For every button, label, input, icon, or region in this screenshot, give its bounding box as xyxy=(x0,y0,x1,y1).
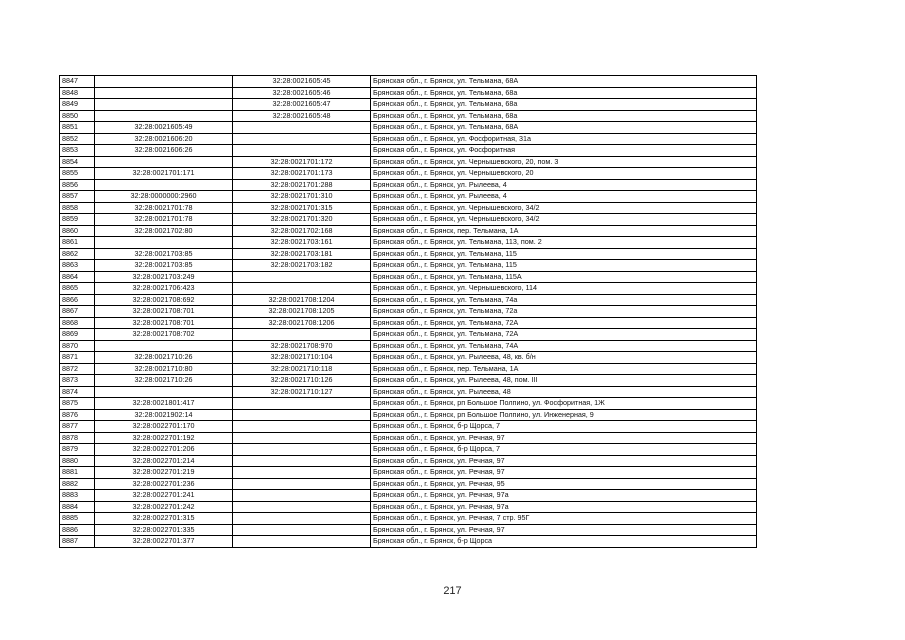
table-row xyxy=(60,225,757,237)
address-cell: Брянская обл., г. Брянск, ул. Рылеева, 48, кв. б/н xyxy=(371,352,757,364)
new-cadastral-number-cell: 32:28:0021701:172 xyxy=(233,156,371,168)
new-cadastral-number-cell xyxy=(233,501,371,513)
new-cadastral-number-cell xyxy=(233,478,371,490)
old-cadastral-number-cell: 32:28:0022701:219 xyxy=(95,467,233,479)
table-row xyxy=(60,478,757,490)
row-number-cell: 8851 xyxy=(60,122,95,134)
new-cadastral-number-cell: 32:28:0021710:126 xyxy=(233,375,371,387)
table-row xyxy=(60,168,757,180)
address-cell: Брянская обл., г. Брянск, ул. Фосфоритная, 31а xyxy=(371,133,757,145)
new-cadastral-number-cell: 32:28:0021605:47 xyxy=(233,99,371,111)
row-number-cell: 8866 xyxy=(60,294,95,306)
table-row xyxy=(60,386,757,398)
table-row xyxy=(60,524,757,536)
registry-table-body xyxy=(60,76,757,548)
new-cadastral-number-cell xyxy=(233,409,371,421)
address-cell: Брянская обл., г. Брянск, пер. Тельмана, 1А xyxy=(371,363,757,375)
old-cadastral-number-cell: 32:28:0021801:417 xyxy=(95,398,233,410)
new-cadastral-number-cell xyxy=(233,421,371,433)
old-cadastral-number-cell: 32:28:0022701:377 xyxy=(95,536,233,548)
table-row xyxy=(60,513,757,525)
address-cell: Брянская обл., г. Брянск, ул. Речная, 95 xyxy=(371,478,757,490)
old-cadastral-number-cell xyxy=(95,87,233,99)
row-number-cell: 8858 xyxy=(60,202,95,214)
old-cadastral-number-cell xyxy=(95,110,233,122)
table-row xyxy=(60,501,757,513)
row-number-cell: 8860 xyxy=(60,225,95,237)
row-number-cell: 8883 xyxy=(60,490,95,502)
row-number-cell: 8884 xyxy=(60,501,95,513)
address-cell: Брянская обл., г. Брянск, б-р Щорса xyxy=(371,536,757,548)
old-cadastral-number-cell: 32:28:0021710:26 xyxy=(95,375,233,387)
address-cell: Брянская обл., г. Брянск, ул. Рылеева, 4 xyxy=(371,179,757,191)
table-row xyxy=(60,329,757,341)
old-cadastral-number-cell: 32:28:0022701:192 xyxy=(95,432,233,444)
table-row xyxy=(60,283,757,295)
new-cadastral-number-cell xyxy=(233,490,371,502)
old-cadastral-number-cell: 32:28:0021902:14 xyxy=(95,409,233,421)
table-row xyxy=(60,306,757,318)
new-cadastral-number-cell: 32:28:0021701:315 xyxy=(233,202,371,214)
new-cadastral-number-cell xyxy=(233,513,371,525)
row-number-cell: 8859 xyxy=(60,214,95,226)
new-cadastral-number-cell: 32:28:0021605:46 xyxy=(233,87,371,99)
table-row xyxy=(60,133,757,145)
row-number-cell: 8862 xyxy=(60,248,95,260)
page-number: 217 xyxy=(443,585,462,597)
row-number-cell: 8868 xyxy=(60,317,95,329)
row-number-cell: 8849 xyxy=(60,99,95,111)
old-cadastral-number-cell: 32:28:0021701:78 xyxy=(95,214,233,226)
address-cell: Брянская обл., г. Брянск, ул. Речная, 97а xyxy=(371,490,757,502)
address-cell: Брянская обл., г. Брянск, пер. Тельмана, 1А xyxy=(371,225,757,237)
address-cell: Брянская обл., г. Брянск, рп Большое Полпино, ул. Фосфоритная, 1Ж xyxy=(371,398,757,410)
address-cell: Брянская обл., г. Брянск, ул. Рылеева, 48, пом. III xyxy=(371,375,757,387)
old-cadastral-number-cell: 32:28:0021708:701 xyxy=(95,317,233,329)
address-cell: Брянская обл., г. Брянск, ул. Тельмана, 68А xyxy=(371,122,757,134)
old-cadastral-number-cell: 32:28:0021606:26 xyxy=(95,145,233,157)
table-row xyxy=(60,421,757,433)
address-cell: Брянская обл., г. Брянск, ул. Речная, 97 xyxy=(371,432,757,444)
new-cadastral-number-cell xyxy=(233,133,371,145)
table-row xyxy=(60,76,757,88)
row-number-cell: 8880 xyxy=(60,455,95,467)
table-row xyxy=(60,363,757,375)
row-number-cell: 8861 xyxy=(60,237,95,249)
row-number-cell: 8874 xyxy=(60,386,95,398)
old-cadastral-number-cell: 32:28:0022701:242 xyxy=(95,501,233,513)
old-cadastral-number-cell: 32:28:0021710:80 xyxy=(95,363,233,375)
row-number-cell: 8879 xyxy=(60,444,95,456)
new-cadastral-number-cell: 32:28:0021605:48 xyxy=(233,110,371,122)
new-cadastral-number-cell: 32:28:0021703:182 xyxy=(233,260,371,272)
row-number-cell: 8863 xyxy=(60,260,95,272)
table-row xyxy=(60,260,757,272)
address-cell: Брянская обл., г. Брянск, ул. Тельмана, 115А xyxy=(371,271,757,283)
new-cadastral-number-cell xyxy=(233,524,371,536)
new-cadastral-number-cell xyxy=(233,444,371,456)
row-number-cell: 8885 xyxy=(60,513,95,525)
table-row xyxy=(60,432,757,444)
old-cadastral-number-cell: 32:28:0000000:2960 xyxy=(95,191,233,203)
old-cadastral-number-cell: 32:28:0022701:236 xyxy=(95,478,233,490)
table-row xyxy=(60,352,757,364)
row-number-cell: 8870 xyxy=(60,340,95,352)
new-cadastral-number-cell: 32:28:0021701:173 xyxy=(233,168,371,180)
table-row xyxy=(60,237,757,249)
old-cadastral-number-cell xyxy=(95,156,233,168)
new-cadastral-number-cell: 32:28:0021605:45 xyxy=(233,76,371,88)
new-cadastral-number-cell xyxy=(233,536,371,548)
new-cadastral-number-cell xyxy=(233,432,371,444)
old-cadastral-number-cell: 32:28:0022701:214 xyxy=(95,455,233,467)
new-cadastral-number-cell xyxy=(233,271,371,283)
old-cadastral-number-cell: 32:28:0021605:49 xyxy=(95,122,233,134)
old-cadastral-number-cell: 32:28:0021708:692 xyxy=(95,294,233,306)
table-row xyxy=(60,409,757,421)
address-cell: Брянская обл., г. Брянск, ул. Чернышевского, 34/2 xyxy=(371,214,757,226)
address-cell: Брянская обл., г. Брянск, ул. Тельмана, 74а xyxy=(371,294,757,306)
address-cell: Брянская обл., г. Брянск, ул. Речная, 97а xyxy=(371,501,757,513)
row-number-cell: 8887 xyxy=(60,536,95,548)
table-row xyxy=(60,202,757,214)
table-row xyxy=(60,490,757,502)
old-cadastral-number-cell xyxy=(95,237,233,249)
row-number-cell: 8871 xyxy=(60,352,95,364)
old-cadastral-number-cell: 32:28:0021703:85 xyxy=(95,248,233,260)
row-number-cell: 8856 xyxy=(60,179,95,191)
table-row xyxy=(60,145,757,157)
new-cadastral-number-cell: 32:28:0021708:1206 xyxy=(233,317,371,329)
address-cell: Брянская обл., г. Брянск, ул. Тельмана, 113, пом. 2 xyxy=(371,237,757,249)
row-number-cell: 8873 xyxy=(60,375,95,387)
old-cadastral-number-cell: 32:28:0021706:423 xyxy=(95,283,233,295)
new-cadastral-number-cell: 32:28:0021701:288 xyxy=(233,179,371,191)
new-cadastral-number-cell xyxy=(233,122,371,134)
address-cell: Брянская обл., г. Брянск, ул. Тельмана, 74А xyxy=(371,340,757,352)
row-number-cell: 8850 xyxy=(60,110,95,122)
address-cell: Брянская обл., г. Брянск, рп Большое Полпино, ул. Инженерная, 9 xyxy=(371,409,757,421)
old-cadastral-number-cell: 32:28:0021703:85 xyxy=(95,260,233,272)
address-cell: Брянская обл., г. Брянск, ул. Тельмана, 115 xyxy=(371,260,757,272)
new-cadastral-number-cell xyxy=(233,398,371,410)
address-cell: Брянская обл., г. Брянск, ул. Тельмана, 68а xyxy=(371,110,757,122)
address-cell: Брянская обл., г. Брянск, ул. Тельмана, 72А xyxy=(371,329,757,341)
row-number-cell: 8864 xyxy=(60,271,95,283)
row-number-cell: 8852 xyxy=(60,133,95,145)
address-cell: Брянская обл., г. Брянск, ул. Фосфоритная xyxy=(371,145,757,157)
address-cell: Брянская обл., г. Брянск, ул. Речная, 97 xyxy=(371,524,757,536)
row-number-cell: 8867 xyxy=(60,306,95,318)
table-row xyxy=(60,248,757,260)
row-number-cell: 8855 xyxy=(60,168,95,180)
table-row xyxy=(60,398,757,410)
row-number-cell: 8853 xyxy=(60,145,95,157)
table-row xyxy=(60,191,757,203)
table-row xyxy=(60,536,757,548)
new-cadastral-number-cell: 32:28:0021703:161 xyxy=(233,237,371,249)
table-row xyxy=(60,455,757,467)
address-cell: Брянская обл., г. Брянск, ул. Тельмана, 68а xyxy=(371,87,757,99)
row-number-cell: 8869 xyxy=(60,329,95,341)
address-cell: Брянская обл., г. Брянск, ул. Тельмана, 68А xyxy=(371,76,757,88)
table-row xyxy=(60,179,757,191)
row-number-cell: 8877 xyxy=(60,421,95,433)
row-number-cell: 8886 xyxy=(60,524,95,536)
new-cadastral-number-cell xyxy=(233,283,371,295)
old-cadastral-number-cell xyxy=(95,99,233,111)
new-cadastral-number-cell: 32:28:0021703:181 xyxy=(233,248,371,260)
old-cadastral-number-cell: 32:28:0021703:249 xyxy=(95,271,233,283)
old-cadastral-number-cell: 32:28:0021708:702 xyxy=(95,329,233,341)
new-cadastral-number-cell: 32:28:0021701:320 xyxy=(233,214,371,226)
cadastral-registry-table xyxy=(59,75,757,548)
new-cadastral-number-cell: 32:28:0021701:310 xyxy=(233,191,371,203)
old-cadastral-number-cell: 32:28:0021702:80 xyxy=(95,225,233,237)
table-row xyxy=(60,110,757,122)
address-cell: Брянская обл., г. Брянск, ул. Рылеева, 48 xyxy=(371,386,757,398)
row-number-cell: 8875 xyxy=(60,398,95,410)
old-cadastral-number-cell: 32:28:0022701:170 xyxy=(95,421,233,433)
address-cell: Брянская обл., г. Брянск, ул. Тельмана, 115 xyxy=(371,248,757,260)
new-cadastral-number-cell: 32:28:0021708:970 xyxy=(233,340,371,352)
address-cell: Брянская обл., г. Брянск, ул. Тельмана, 68а xyxy=(371,99,757,111)
old-cadastral-number-cell xyxy=(95,179,233,191)
address-cell: Брянская обл., г. Брянск, ул. Чернышевского, 114 xyxy=(371,283,757,295)
table-row xyxy=(60,271,757,283)
row-number-cell: 8872 xyxy=(60,363,95,375)
new-cadastral-number-cell: 32:28:0021710:127 xyxy=(233,386,371,398)
old-cadastral-number-cell xyxy=(95,340,233,352)
address-cell: Брянская обл., г. Брянск, ул. Речная, 7 стр. 95Г xyxy=(371,513,757,525)
new-cadastral-number-cell: 32:28:0021708:1205 xyxy=(233,306,371,318)
new-cadastral-number-cell xyxy=(233,145,371,157)
address-cell: Брянская обл., г. Брянск, ул. Чернышевского, 34/2 xyxy=(371,202,757,214)
table-row xyxy=(60,317,757,329)
row-number-cell: 8878 xyxy=(60,432,95,444)
old-cadastral-number-cell: 32:28:0022701:335 xyxy=(95,524,233,536)
table-row xyxy=(60,294,757,306)
table-row xyxy=(60,122,757,134)
old-cadastral-number-cell: 32:28:0021710:26 xyxy=(95,352,233,364)
table-row xyxy=(60,87,757,99)
new-cadastral-number-cell: 32:28:0021702:168 xyxy=(233,225,371,237)
address-cell: Брянская обл., г. Брянск, ул. Тельмана, 72а xyxy=(371,306,757,318)
table-row xyxy=(60,99,757,111)
address-cell: Брянская обл., г. Брянск, б-р Щорса, 7 xyxy=(371,421,757,433)
row-number-cell: 8881 xyxy=(60,467,95,479)
new-cadastral-number-cell xyxy=(233,329,371,341)
address-cell: Брянская обл., г. Брянск, ул. Чернышевского, 20 xyxy=(371,168,757,180)
table-row xyxy=(60,467,757,479)
old-cadastral-number-cell: 32:28:0021708:701 xyxy=(95,306,233,318)
old-cadastral-number-cell xyxy=(95,386,233,398)
new-cadastral-number-cell: 32:28:0021710:118 xyxy=(233,363,371,375)
address-cell: Брянская обл., г. Брянск, ул. Рылеева, 4 xyxy=(371,191,757,203)
new-cadastral-number-cell: 32:28:0021708:1204 xyxy=(233,294,371,306)
old-cadastral-number-cell: 32:28:0022701:241 xyxy=(95,490,233,502)
row-number-cell: 8854 xyxy=(60,156,95,168)
old-cadastral-number-cell: 32:28:0022701:206 xyxy=(95,444,233,456)
table-row xyxy=(60,156,757,168)
table-row xyxy=(60,340,757,352)
new-cadastral-number-cell xyxy=(233,467,371,479)
table-row xyxy=(60,375,757,387)
old-cadastral-number-cell: 32:28:0022701:315 xyxy=(95,513,233,525)
old-cadastral-number-cell: 32:28:0021701:78 xyxy=(95,202,233,214)
row-number-cell: 8882 xyxy=(60,478,95,490)
row-number-cell: 8848 xyxy=(60,87,95,99)
table-row xyxy=(60,214,757,226)
new-cadastral-number-cell: 32:28:0021710:104 xyxy=(233,352,371,364)
address-cell: Брянская обл., г. Брянск, б-р Щорса, 7 xyxy=(371,444,757,456)
old-cadastral-number-cell xyxy=(95,76,233,88)
row-number-cell: 8865 xyxy=(60,283,95,295)
row-number-cell: 8857 xyxy=(60,191,95,203)
address-cell: Брянская обл., г. Брянск, ул. Тельмана, 72А xyxy=(371,317,757,329)
new-cadastral-number-cell xyxy=(233,455,371,467)
table-row xyxy=(60,444,757,456)
address-cell: Брянская обл., г. Брянск, ул. Речная, 97 xyxy=(371,467,757,479)
address-cell: Брянская обл., г. Брянск, ул. Речная, 97 xyxy=(371,455,757,467)
row-number-cell: 8876 xyxy=(60,409,95,421)
old-cadastral-number-cell: 32:28:0021606:20 xyxy=(95,133,233,145)
row-number-cell: 8847 xyxy=(60,76,95,88)
address-cell: Брянская обл., г. Брянск, ул. Чернышевского, 20, пом. 3 xyxy=(371,156,757,168)
old-cadastral-number-cell: 32:28:0021701:171 xyxy=(95,168,233,180)
